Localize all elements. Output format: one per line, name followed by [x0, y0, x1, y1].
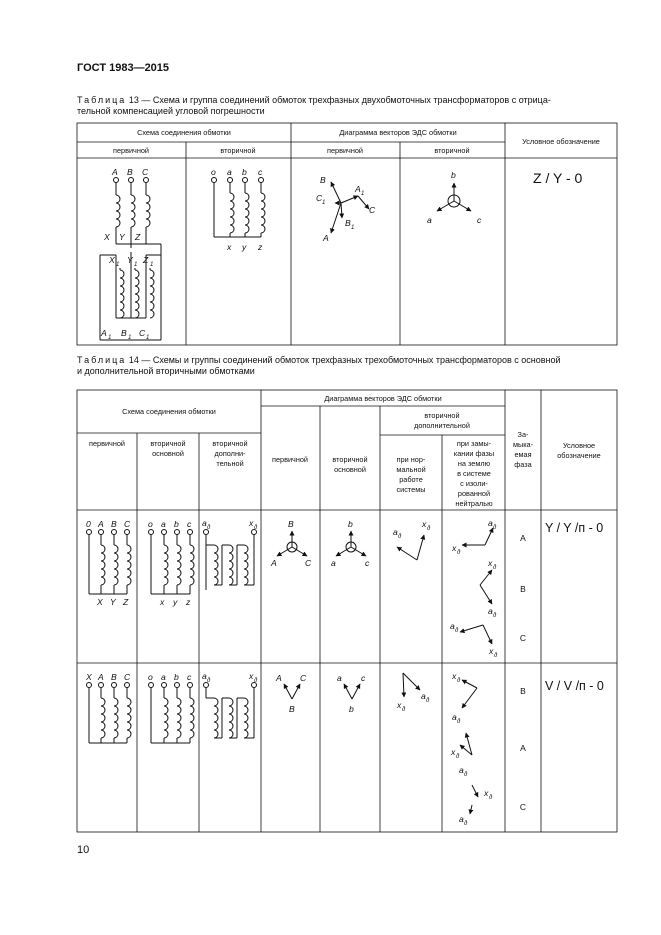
- label-A1: A: [101, 328, 107, 338]
- phase-B: B: [520, 686, 526, 696]
- t14-r1-primary-scheme: [87, 530, 132, 595]
- label-Z: Z: [135, 232, 141, 242]
- caption-label: Таблица: [77, 95, 127, 105]
- label-X: X: [104, 232, 110, 242]
- label-y: y: [173, 597, 178, 607]
- t13-h-dsecondary: вторичной: [434, 146, 470, 155]
- label-a: a: [161, 519, 166, 529]
- label-ad: a: [202, 671, 207, 681]
- t14-h-designation-2: обозначение: [557, 451, 601, 460]
- label-c: c: [187, 672, 192, 682]
- vec-label-b: b: [348, 519, 353, 529]
- vec-label-xd: x: [452, 671, 457, 681]
- label-B: B: [111, 519, 117, 529]
- vec-label-A: A: [323, 233, 329, 243]
- vec-label-ad: a: [421, 691, 426, 701]
- caption-text-2: и дополнительной вторичными обмотками: [77, 366, 255, 376]
- t13-h-diagram: Диаграмма векторов ЭДС обмотки: [339, 128, 457, 137]
- caption-number: 14: [128, 355, 139, 365]
- t14-r1-normal-labels: [393, 519, 431, 540]
- vec-label-xd: x: [484, 788, 489, 798]
- label-sub: 1: [146, 335, 150, 341]
- phase-C: C: [519, 802, 527, 812]
- vec-label-ad: a: [488, 606, 493, 616]
- label-sub-d: д: [427, 526, 431, 532]
- vec-label-C1: C: [316, 193, 323, 203]
- label-z: z: [186, 597, 191, 607]
- page-number: 10: [77, 844, 90, 856]
- vec-label-xd: x: [397, 700, 402, 710]
- label-ad: a: [202, 518, 207, 528]
- t14-r2-fault-labels: [450, 671, 493, 827]
- label-sub-d: д: [457, 550, 461, 556]
- label-sub: 1: [116, 262, 120, 268]
- label-xd: x: [249, 518, 254, 528]
- caption-label: Таблица: [77, 355, 127, 365]
- t14-h-normal-3: работе: [399, 475, 423, 484]
- label-B: B: [127, 167, 133, 177]
- label-z: z: [258, 242, 263, 252]
- phase-A: A: [520, 743, 526, 753]
- vec-label-c: c: [477, 215, 482, 225]
- label-sub-d: д: [402, 707, 406, 713]
- t14-r1-primary-vector-labels: [270, 519, 312, 568]
- t14-r1-primary-vectors: [277, 531, 307, 556]
- t14-h-fault-7: нейтралью: [455, 499, 493, 508]
- t14-h-dsecadd-2: дополнительной: [414, 421, 470, 430]
- label-sub-d: д: [426, 698, 430, 704]
- label-sub-d: д: [493, 613, 497, 619]
- vec-label-c: c: [361, 673, 366, 683]
- label-sub: 1: [150, 262, 154, 268]
- t14-h-fault-5: с изоли-: [460, 479, 488, 488]
- label-sub-d: д: [457, 678, 461, 684]
- t14-h-fault-3: на землю: [457, 459, 491, 468]
- vec-label-b: b: [349, 704, 354, 714]
- caption-text: — Схемы и группы соединений обмоток трехфазных трехобмоточных трансформаторов с основной: [141, 355, 561, 365]
- t14-r1-faulted-phases: [520, 533, 526, 643]
- vec-label-a: a: [337, 673, 342, 683]
- phase-C: C: [519, 633, 527, 643]
- vec-label-B: B: [288, 519, 294, 529]
- vec-label-ad: a: [459, 814, 464, 824]
- t14-h-fault-6: рованной: [457, 489, 491, 498]
- caption-text-2: тельной компенсацией угловой погрешности: [77, 106, 265, 116]
- vec-label-xd: x: [451, 747, 456, 757]
- vec-label-a: a: [427, 215, 432, 225]
- label-X: X: [86, 672, 92, 682]
- label-C: C: [124, 672, 131, 682]
- vec-label-ad: a: [450, 621, 455, 631]
- t14-r2-designation: V / V /п - 0: [545, 679, 604, 693]
- label-sub: 1: [108, 335, 112, 341]
- t14-r2-fault-vectors: [460, 680, 478, 814]
- vec-label-xd: x: [488, 558, 493, 568]
- vec-label-A1: A: [355, 184, 361, 194]
- phase-B: B: [520, 584, 526, 594]
- t14-r1-designation: Y / Y /п - 0: [545, 521, 604, 535]
- label-y: y: [242, 242, 247, 252]
- label-b: b: [174, 519, 179, 529]
- label-sub: 1: [361, 191, 365, 197]
- t14-r2-primary-scheme: [87, 683, 132, 744]
- label-sub: 1: [322, 200, 326, 206]
- t14-h-dprimary: первичной: [272, 455, 308, 464]
- label-Y: Y: [110, 597, 116, 607]
- t14-h-dsecmain-1: вторичной: [332, 455, 368, 464]
- vec-label-ad: a: [459, 765, 464, 775]
- label-Z: Z: [123, 597, 129, 607]
- t14-h-normal-1: при нор-: [396, 455, 426, 464]
- t14-h-secadd-1: вторичной: [212, 439, 248, 448]
- t14-r2-faulted-phases: [520, 686, 526, 812]
- label-sub-d: д: [254, 525, 258, 531]
- t14-h-fault-2: кании фазы: [453, 449, 495, 458]
- label-C: C: [124, 519, 131, 529]
- label-sub: 1: [128, 335, 132, 341]
- t14-h-faulted-4: фаза: [514, 460, 532, 469]
- t13-designation: Z / Y - 0: [533, 170, 583, 186]
- vec-label-A: A: [276, 673, 282, 683]
- t13-h-scheme: Схема соединения обмотки: [137, 128, 231, 137]
- label-A: A: [98, 519, 104, 529]
- t14-h-secadd-2: дополни-: [214, 449, 246, 458]
- t14-h-fault-1: при замы-: [456, 439, 492, 448]
- t14-r2-primary-vectors: [284, 684, 300, 699]
- t14-r2-secadd-scheme: [204, 683, 257, 739]
- t14-r1-secadd-scheme: [204, 530, 257, 591]
- label-o: o: [148, 519, 153, 529]
- label-sub: 1: [351, 225, 355, 231]
- label-sub-d: д: [489, 795, 493, 801]
- t14-h-dsecmain-2: основной: [334, 465, 366, 474]
- label-sub-d: д: [457, 719, 461, 725]
- t14-h-normal-2: мальной: [396, 465, 426, 474]
- label-o: o: [148, 672, 153, 682]
- t14-h-fault-4: в системе: [457, 469, 491, 478]
- vec-label-xd: x: [422, 519, 427, 529]
- label-Y1: Y: [127, 255, 133, 265]
- t14-h-secmain-2: основной: [152, 449, 184, 458]
- t14-h-dsecadd-1: вторичной: [424, 411, 460, 420]
- label-sub-d: д: [207, 525, 211, 531]
- t14-h-faulted-1: За-: [517, 430, 529, 439]
- label-x: x: [160, 597, 165, 607]
- phase-A: A: [520, 533, 526, 543]
- label-sub-d: д: [464, 772, 468, 778]
- caption-text: — Схема и группа соединений обмоток трехфазных двухобмоточных трансформаторов с отрица-: [141, 95, 551, 105]
- label-sub-d: д: [493, 525, 497, 531]
- t14-h-faulted-2: мыка-: [512, 440, 534, 449]
- label-sub-d: д: [398, 534, 402, 540]
- t14-r2-normal-vectors: [403, 673, 420, 697]
- label-b: b: [174, 672, 179, 682]
- label-xd: x: [249, 671, 254, 681]
- document-header: ГОСТ 1983—2015: [77, 62, 170, 74]
- t14-r2-primary-vector-labels: [275, 673, 307, 714]
- vec-label-B: B: [320, 175, 326, 185]
- label-X: X: [97, 597, 103, 607]
- t14-r1-fault-labels: [450, 518, 498, 659]
- label-Z1: Z: [143, 255, 149, 265]
- vec-label-ad: a: [452, 712, 457, 722]
- label-sub-d: д: [456, 754, 460, 760]
- vec-label-C: C: [300, 673, 307, 683]
- vec-label-xd: x: [452, 543, 457, 553]
- vec-label-ad: a: [488, 518, 493, 528]
- label-sub-d: д: [455, 628, 459, 634]
- t14-headers: [89, 394, 601, 508]
- t14-h-scheme: Схема соединения обмотки: [122, 407, 216, 416]
- label-C: C: [142, 167, 149, 177]
- vec-label-B: B: [289, 704, 295, 714]
- label-a: a: [161, 672, 166, 682]
- t14-r2-normal-labels: [396, 691, 430, 713]
- t13-h-secondary: вторичной: [220, 146, 256, 155]
- label-sub-d: д: [464, 821, 468, 827]
- label-Y: Y: [119, 232, 125, 242]
- caption-number: 13: [128, 95, 139, 105]
- vec-label-ad: a: [393, 527, 398, 537]
- vec-label-A: A: [271, 558, 277, 568]
- t13-h-primary: первичной: [113, 146, 149, 155]
- label-A: A: [98, 672, 104, 682]
- label-sub-d: д: [254, 678, 258, 684]
- vec-label-b: b: [451, 170, 456, 180]
- label-x: x: [227, 242, 232, 252]
- vec-label-c: c: [365, 558, 370, 568]
- t13-h-designation: Условное обозначение: [522, 137, 600, 146]
- t14-h-diagram: Диаграмма векторов ЭДС обмотки: [324, 394, 442, 403]
- label-0: 0: [86, 519, 91, 529]
- t14-h-primary: первичной: [89, 439, 125, 448]
- label-c: c: [258, 167, 263, 177]
- t14-h-secmain-1: вторичной: [150, 439, 186, 448]
- label-sub-d: д: [493, 565, 497, 571]
- t14-h-secadd-3: тельной: [216, 459, 244, 468]
- label-sub-d: д: [494, 653, 498, 659]
- label-X1: X: [109, 255, 115, 265]
- t14-r1-secmain-vectors: [336, 531, 366, 556]
- t14-r1-secmain-scheme: [149, 530, 195, 595]
- vec-label-xd: x: [489, 646, 494, 656]
- t13-h-dprimary: первичной: [327, 146, 363, 155]
- label-B: B: [111, 672, 117, 682]
- label-c: c: [187, 519, 192, 529]
- t14-r2-secmain-scheme: [149, 683, 195, 744]
- t14-r2-secmain-vector-labels: [337, 673, 366, 714]
- vec-label-C: C: [369, 205, 376, 215]
- t14-r2-scheme-labels: [85, 671, 258, 684]
- t14-h-faulted-3: емая: [514, 450, 532, 459]
- vec-label-a: a: [331, 558, 336, 568]
- label-b: b: [242, 167, 247, 177]
- label-A: A: [112, 167, 118, 177]
- label-sub: 1: [134, 262, 138, 268]
- label-o: o: [211, 167, 216, 177]
- vec-label-C: C: [305, 558, 312, 568]
- label-B1: B: [121, 328, 127, 338]
- t14-h-normal-4: системы: [396, 485, 426, 494]
- t14-h-designation-1: Условное: [562, 441, 596, 450]
- t14-r1-fault-vectors: [460, 528, 493, 644]
- t14-r2-secmain-vectors: [344, 684, 360, 699]
- label-a: a: [227, 167, 232, 177]
- label-C1: C: [139, 328, 146, 338]
- vec-label-B1: B: [345, 218, 351, 228]
- label-sub-d: д: [207, 678, 211, 684]
